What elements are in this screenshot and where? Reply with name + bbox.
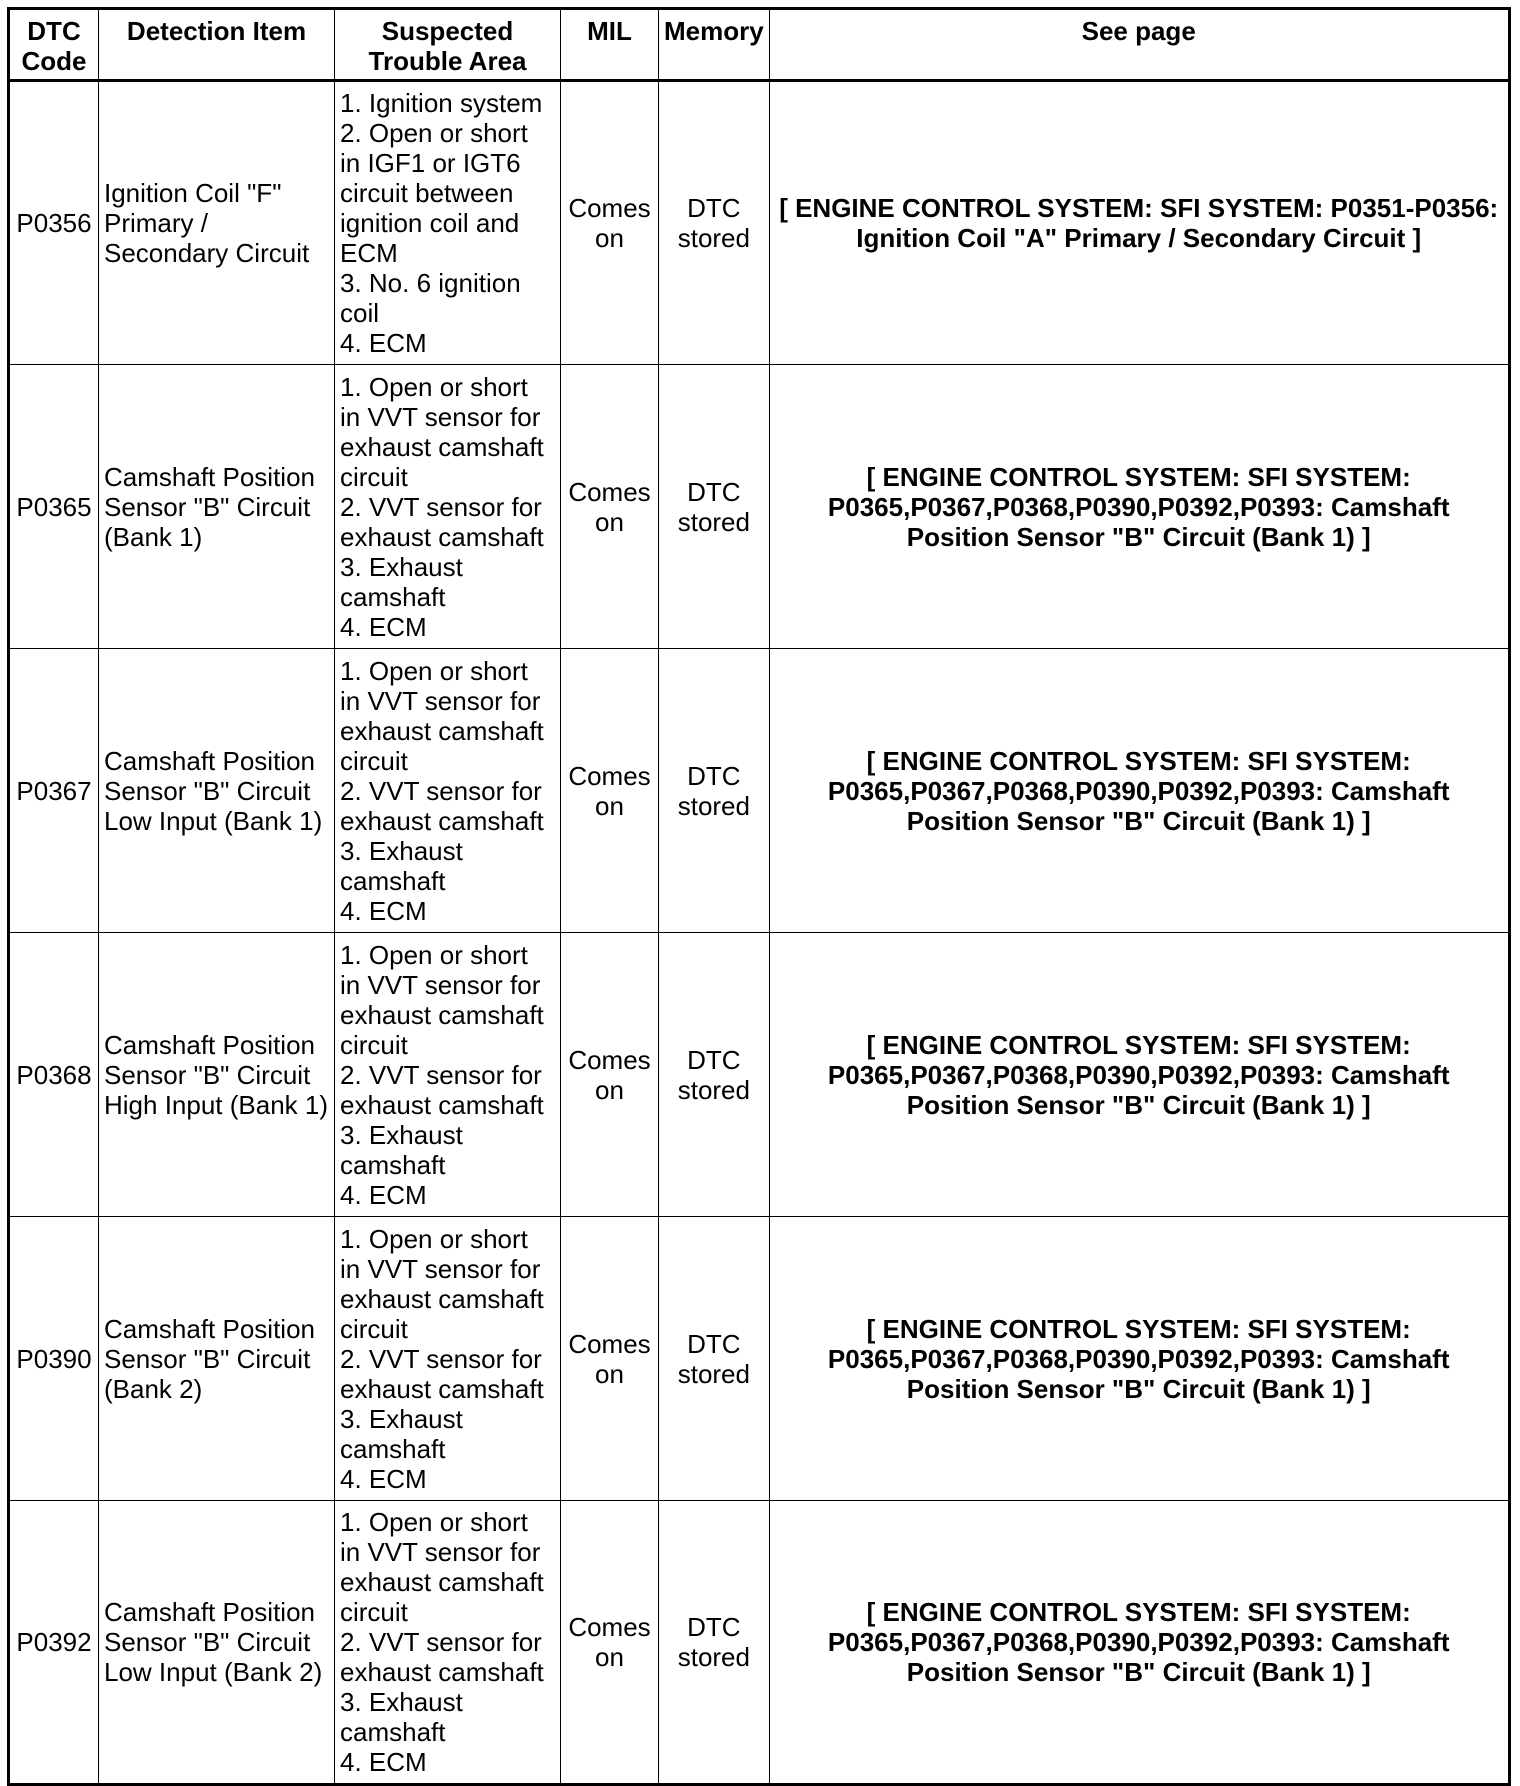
area-line: 4. ECM bbox=[340, 1747, 427, 1777]
detection-item-cell: Camshaft Position Sensor "B" Circuit High Input (Bank 1) bbox=[99, 933, 335, 1217]
table-row bbox=[9, 365, 1510, 649]
see-page-link[interactable]: [ ENGINE CONTROL SYSTEM: SFI SYSTEM: P0365,P0367,P0368,P0390,P0392,P0393: Camshaft Position Sensor "B" Circuit (Bank 1) ] bbox=[769, 365, 1509, 649]
suspected-area-cell bbox=[335, 365, 561, 649]
detection-item-cell: Camshaft Position Sensor "B" Circuit Low Input (Bank 1) bbox=[99, 649, 335, 933]
see-page-link[interactable]: [ ENGINE CONTROL SYSTEM: SFI SYSTEM: P0365,P0367,P0368,P0390,P0392,P0393: Camshaft Position Sensor "B" Circuit (Bank 1) ] bbox=[769, 1217, 1509, 1501]
area-line: 4. ECM bbox=[340, 328, 427, 358]
table-row bbox=[9, 649, 1510, 933]
mil-cell: Comes on bbox=[561, 365, 659, 649]
see-page-link[interactable]: [ ENGINE CONTROL SYSTEM: SFI SYSTEM: P0365,P0367,P0368,P0390,P0392,P0393: Camshaft Position Sensor "B" Circuit (Bank 1) ] bbox=[769, 933, 1509, 1217]
suspected-area-cell bbox=[335, 649, 561, 933]
area-line: 2. Open or short in IGF1 or IGT6 circuit between ignition coil and ECM bbox=[340, 118, 528, 268]
table-row bbox=[9, 933, 1510, 1217]
see-page-link[interactable]: [ ENGINE CONTROL SYSTEM: SFI SYSTEM: P0365,P0367,P0368,P0390,P0392,P0393: Camshaft Position Sensor "B" Circuit (Bank 1) ] bbox=[769, 649, 1509, 933]
area-line: 1. Open or short in VVT sensor for exhaust camshaft circuit bbox=[340, 1223, 544, 1344]
memory-cell: DTC stored bbox=[659, 81, 770, 365]
suspected-area-cell bbox=[335, 81, 561, 365]
memory-cell: DTC stored bbox=[659, 1501, 770, 1785]
dtc-code-cell: P0368 bbox=[9, 933, 99, 1217]
area-line: 2. VVT sensor for exhaust camshaft bbox=[340, 1627, 544, 1687]
suspected-area-cell bbox=[335, 1501, 561, 1785]
dtc-code-cell: P0356 bbox=[9, 81, 99, 365]
mil-cell: Comes on bbox=[561, 81, 659, 365]
mil-cell: Comes on bbox=[561, 933, 659, 1217]
header-detection-item: Detection Item bbox=[99, 9, 335, 81]
area-line: 3. Exhaust camshaft bbox=[340, 1119, 463, 1180]
table-row bbox=[9, 1501, 1510, 1785]
area-line: 4. ECM bbox=[340, 1179, 427, 1210]
suspected-area-cell bbox=[335, 933, 561, 1217]
see-page-link[interactable]: [ ENGINE CONTROL SYSTEM: SFI SYSTEM: P0351-P0356: Ignition Coil "A" Primary / Secondary Circuit ] bbox=[769, 81, 1509, 365]
header-suspected-area: Suspected Trouble Area bbox=[335, 9, 561, 81]
dtc-code-cell: P0365 bbox=[9, 365, 99, 649]
detection-item-cell: Ignition Coil "F" Primary / Secondary Circuit bbox=[99, 81, 335, 365]
table-row bbox=[9, 1217, 1510, 1501]
area-line: 3. Exhaust camshaft bbox=[340, 551, 463, 612]
memory-cell: DTC stored bbox=[659, 1217, 770, 1501]
detection-item-cell: Camshaft Position Sensor "B" Circuit (Bank 2) bbox=[99, 1217, 335, 1501]
area-line: 4. ECM bbox=[340, 895, 427, 926]
see-page-link[interactable]: [ ENGINE CONTROL SYSTEM: SFI SYSTEM: P0365,P0367,P0368,P0390,P0392,P0393: Camshaft Position Sensor "B" Circuit (Bank 1) ] bbox=[769, 1501, 1509, 1785]
table-row bbox=[9, 81, 1510, 365]
area-line: 1. Open or short in VVT sensor for exhaust camshaft circuit bbox=[340, 655, 544, 776]
detection-item-cell: Camshaft Position Sensor "B" Circuit (Bank 1) bbox=[99, 365, 335, 649]
area-line: 3. Exhaust camshaft bbox=[340, 835, 463, 896]
area-line: 2. VVT sensor for exhaust camshaft bbox=[340, 1343, 544, 1404]
area-line: 3. Exhaust camshaft bbox=[340, 1403, 463, 1464]
area-line: 2. VVT sensor for exhaust camshaft bbox=[340, 775, 544, 836]
area-line: 1. Open or short in VVT sensor for exhaust camshaft circuit bbox=[340, 1507, 544, 1627]
header-row bbox=[9, 9, 1510, 81]
dtc-code-cell: P0367 bbox=[9, 649, 99, 933]
area-line: 1. Open or short in VVT sensor for exhaust camshaft circuit bbox=[340, 939, 544, 1060]
memory-cell: DTC stored bbox=[659, 365, 770, 649]
area-line: 3. No. 6 ignition coil bbox=[340, 268, 521, 328]
header-mil: MIL bbox=[561, 9, 659, 81]
mil-cell: Comes on bbox=[561, 649, 659, 933]
header-memory: Memory bbox=[659, 9, 770, 81]
suspected-area-cell bbox=[335, 1217, 561, 1501]
area-line: 1. Ignition system bbox=[340, 88, 543, 118]
area-line: 4. ECM bbox=[340, 1463, 427, 1494]
header-see-page: See page bbox=[769, 9, 1509, 81]
dtc-code-cell: P0392 bbox=[9, 1501, 99, 1785]
mil-cell: Comes on bbox=[561, 1217, 659, 1501]
area-line: 2. VVT sensor for exhaust camshaft bbox=[340, 1059, 544, 1120]
detection-item-cell: Camshaft Position Sensor "B" Circuit Low Input (Bank 2) bbox=[99, 1501, 335, 1785]
area-line: 1. Open or short in VVT sensor for exhaust camshaft circuit bbox=[340, 371, 544, 492]
mil-cell: Comes on bbox=[561, 1501, 659, 1785]
header-dtc-code: DTC Code bbox=[9, 9, 99, 81]
area-line: 4. ECM bbox=[340, 611, 427, 642]
memory-cell: DTC stored bbox=[659, 933, 770, 1217]
area-line: 2. VVT sensor for exhaust camshaft bbox=[340, 491, 544, 552]
memory-cell: DTC stored bbox=[659, 649, 770, 933]
dtc-table bbox=[7, 7, 1511, 1786]
area-line: 3. Exhaust camshaft bbox=[340, 1687, 463, 1747]
dtc-code-cell: P0390 bbox=[9, 1217, 99, 1501]
